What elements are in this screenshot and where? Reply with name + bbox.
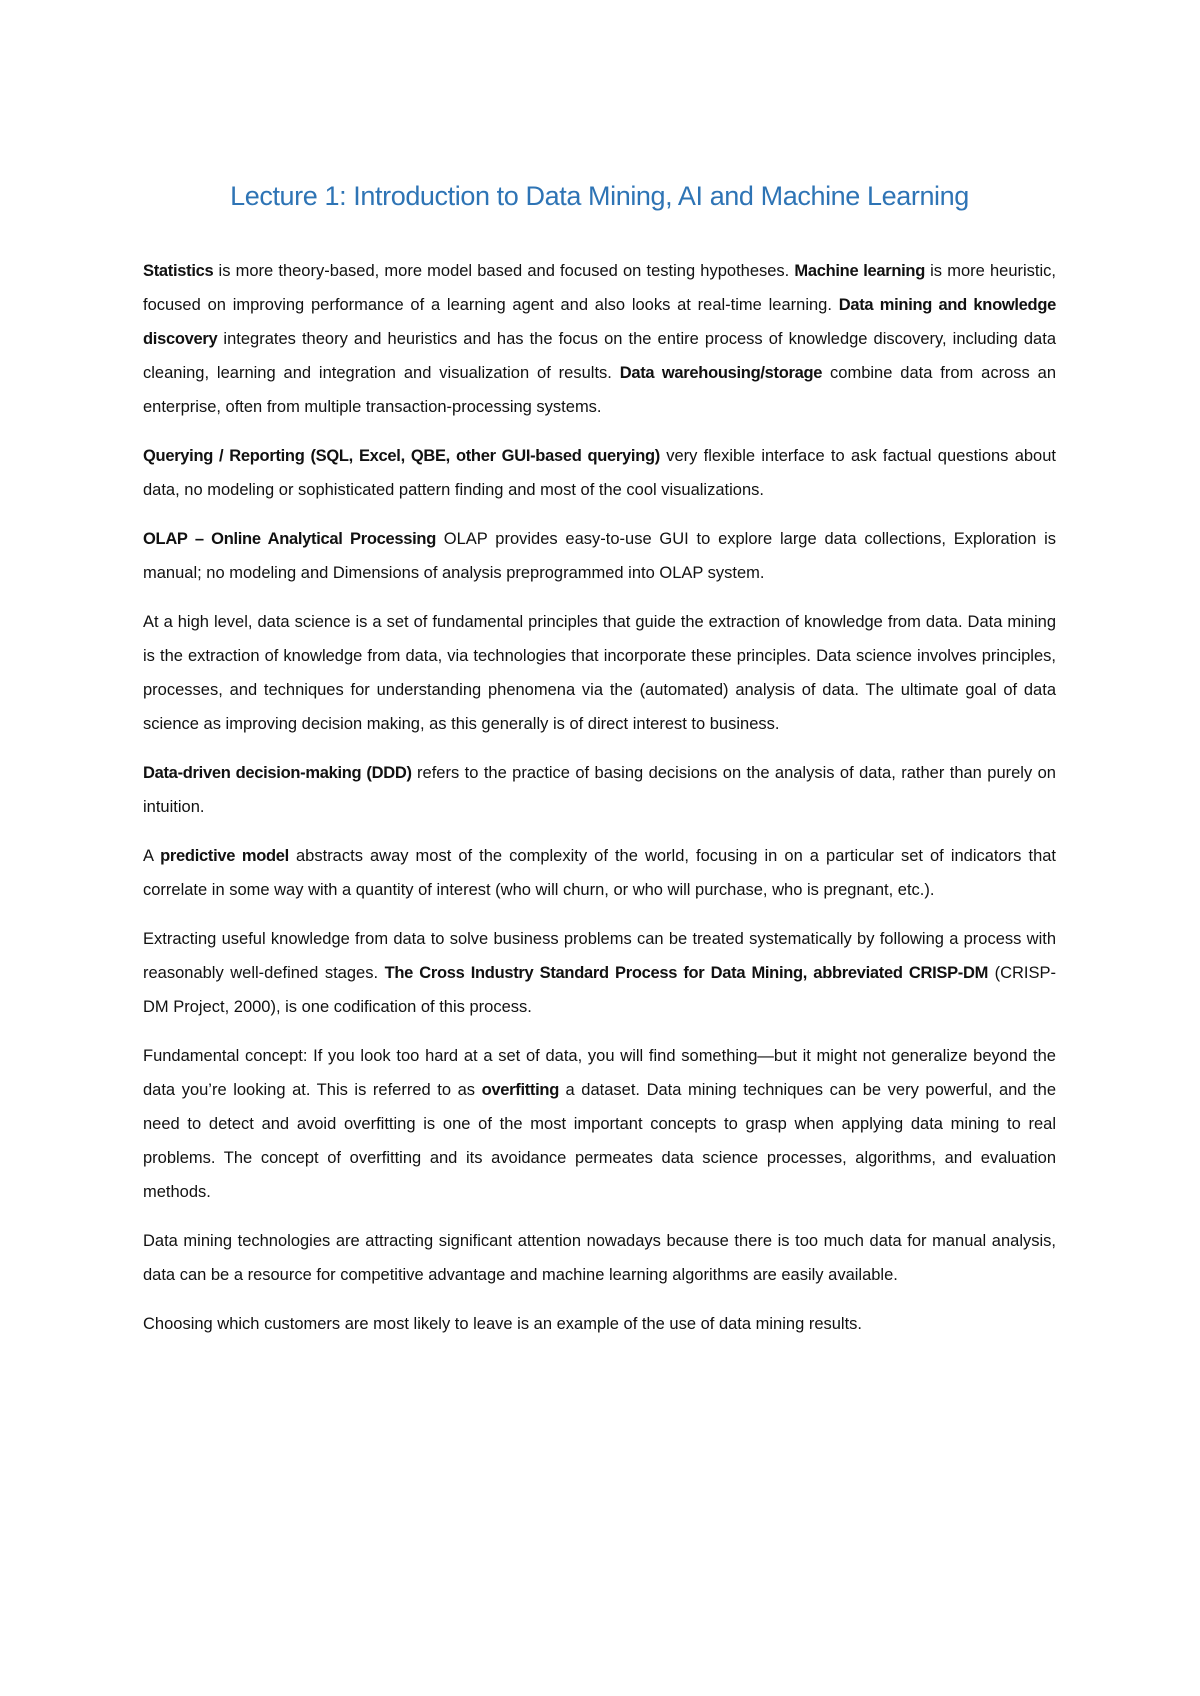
term-statistics: Statistics (143, 262, 214, 280)
paragraph-text: very flexible interface to ask factual questions about data, no modeling or sophisticated pattern finding and most of the cool visualizations. (143, 447, 1056, 499)
term-predictive-model: predictive model (160, 847, 289, 865)
paragraph-text: is more heuristic, focused on improving performance of a learning agent and also looks at real-time learning. (143, 262, 1056, 314)
paragraph-text: combine data from across an enterprise, often from multiple transaction-processing systems. (143, 364, 1056, 416)
paragraph-olap (143, 522, 1056, 590)
paragraph-attention (143, 1224, 1056, 1292)
paragraph-text: Choosing which customers are most likely to leave is an example of the use of data mining results. (143, 1315, 863, 1333)
term-data-mining-knowledge-discovery: Data mining and knowledge discovery (143, 296, 1056, 348)
term-data-warehousing: Data warehousing/storage (619, 364, 823, 382)
term-querying-reporting: Querying / Reporting (SQL, Excel, QBE, other GUI-based querying) (143, 447, 660, 465)
paragraph-crisp-dm (143, 922, 1056, 1024)
paragraph-text: is more theory-based, more model based and focused on testing hypotheses. (213, 262, 795, 280)
paragraph-text: abstracts away most of the complexity of the world, focusing in on a particular set of indicators that correlate in some way with a quantity of interest (who will churn, or who will purchase, who is pregnant, etc.). (143, 847, 1057, 899)
paragraph-text: A (143, 847, 161, 865)
paragraph-statistics-ml-dm (143, 254, 1056, 424)
paragraph-text: refers to the practice of basing decisions on the analysis of data, rather than purely on intuition. (143, 764, 1056, 816)
paragraph-overfitting (143, 1039, 1056, 1209)
paragraph-data-science (143, 605, 1056, 741)
paragraph-text: At a high level, data science is a set of fundamental principles that guide the extraction of knowledge from data. Data mining is the extraction of knowledge from data, via technologies that incorporate these principles. Data science involves principles, processes, and techniques for understanding phenomena via the (automated) analysis of data. The ultimate goal of data science as improving decision making, as this generally is of direct interest to business. (143, 613, 1056, 733)
paragraph-text: (CRISP-DM Project, 2000), is one codification of this process. (143, 964, 1056, 1016)
paragraph-text: Data mining technologies are attracting significant attention nowadays because there is too much data for manual analysis, data can be a resource for competitive advantage and machine learning algorithms are easily available. (143, 1232, 1056, 1284)
term-overfitting: overfitting (481, 1081, 559, 1099)
paragraph-querying-reporting (143, 439, 1056, 507)
document-title: Lecture 1: Introduction to Data Mining, AI and Machine Learning (230, 181, 969, 211)
term-olap: OLAP – Online Analytical Processing (143, 530, 436, 548)
paragraph-text: Extracting useful knowledge from data to solve business problems can be treated systematically by following a process with reasonably well-defined stages. (143, 930, 1056, 982)
paragraph-text: Fundamental concept: If you look too hard at a set of data, you will find something—but it might not generalize beyond the data you’re looking at. This is referred to as (143, 1047, 1056, 1099)
paragraph-text: a dataset. Data mining techniques can be very powerful, and the need to detect and avoid overfitting is one of the most important concepts to grasp when applying data mining to real problems. The concept of overfitting and its avoidance permeates data science processes, algorithms, and evaluation methods. (143, 1081, 1056, 1201)
paragraph-ddd (143, 756, 1056, 824)
term-crisp-dm: The Cross Industry Standard Process for Data Mining, abbreviated CRISP-DM (384, 964, 989, 982)
paragraph-text: OLAP provides easy-to-use GUI to explore large data collections, Exploration is manual; no modeling and Dimensions of analysis preprogrammed into OLAP system. (143, 530, 1056, 582)
term-ddd: Data-driven decision-making (DDD) (143, 764, 412, 782)
paragraph-text: integrates theory and heuristics and has the focus on the entire process of knowledge discovery, including data cleaning, learning and integration and visualization of results. (143, 330, 1056, 382)
term-machine-learning: Machine learning (794, 262, 925, 280)
paragraph-customers (143, 1307, 1056, 1341)
paragraph-predictive-model (143, 839, 1056, 907)
